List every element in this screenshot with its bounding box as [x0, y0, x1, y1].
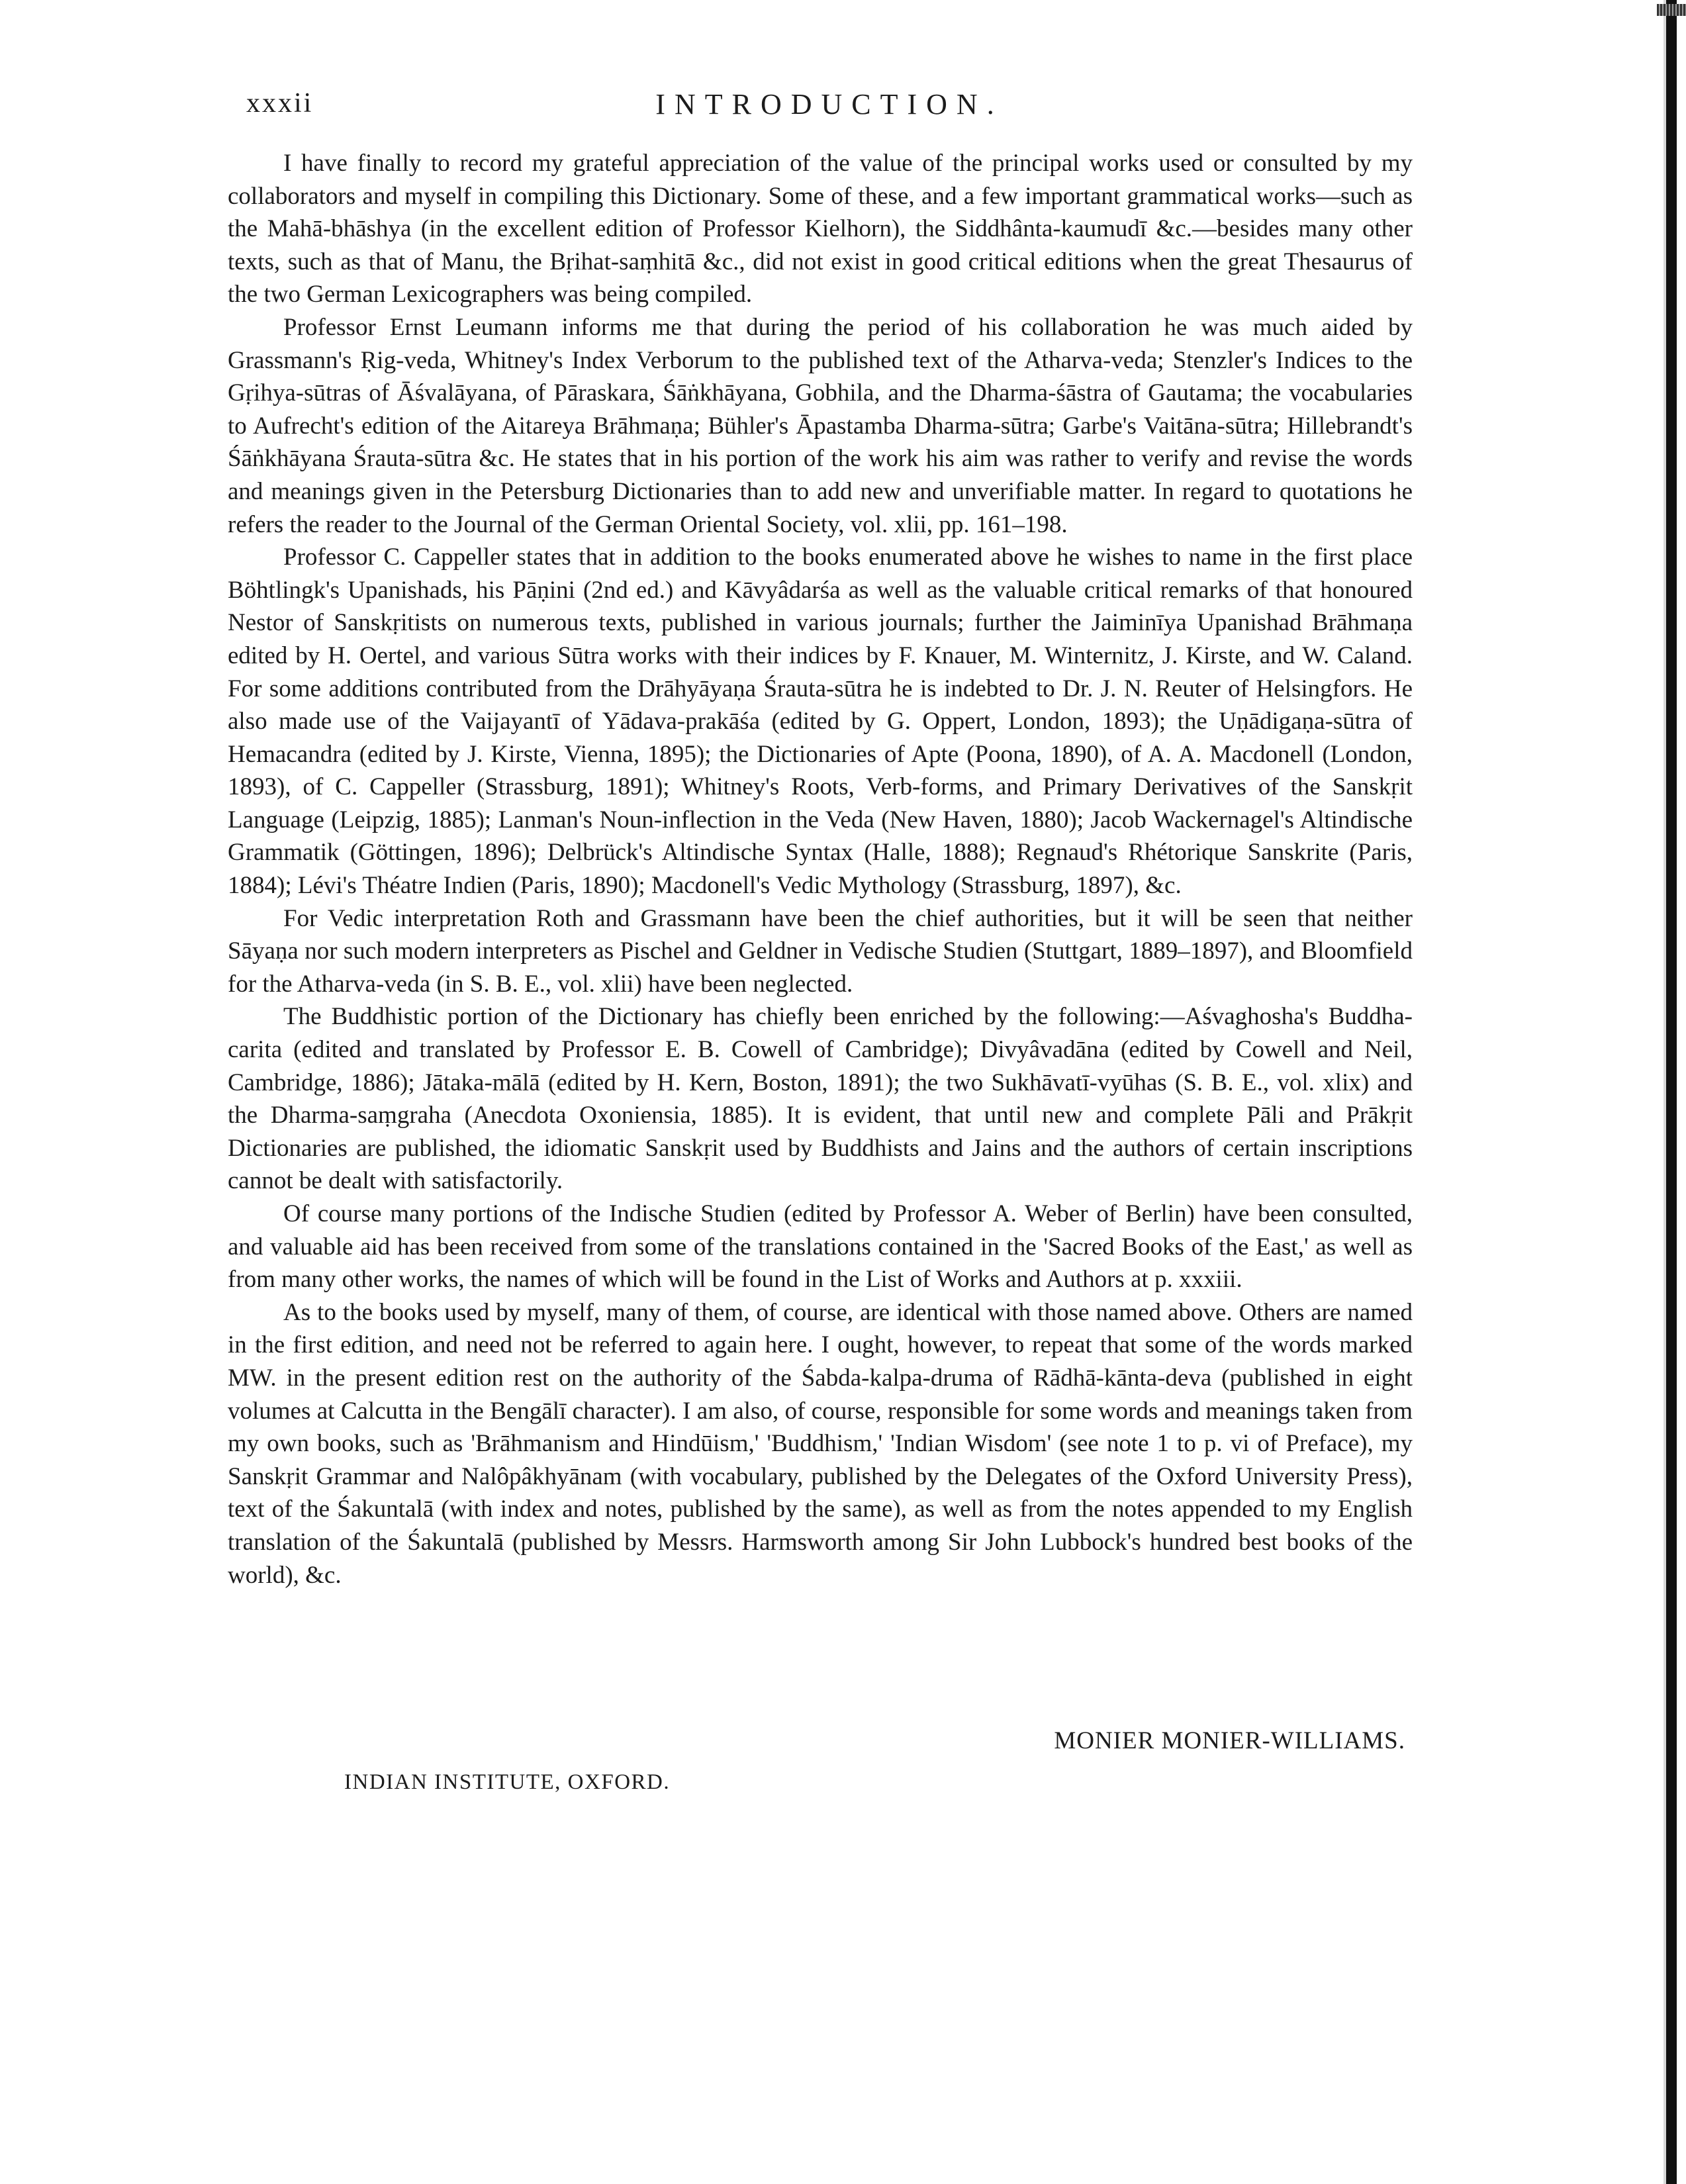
page-number: xxxii	[246, 88, 314, 119]
author-signature: MONIER MONIER-WILLIAMS.	[1054, 1727, 1405, 1754]
running-head	[246, 87, 1413, 127]
paragraph-cappeller: Professor C. Cappeller states that in addition to the books enumerated above he wishes to name in the first place Böhtlingk's Upanishads, his Pāṇini (2nd ed.) and Kāvyâdarśa as well as the valuable critical remarks of that honoured Nestor of Sanskṛitists on numerous texts, published in various journals; further the Jaiminīya Upanishad Brāhmaṇa edited by H. Oertel, and various Sūtra works with their indices by F. Knauer, M. Winternitz, J. Kirste, and W. Caland. For some additions contributed from the Drāhyāyaṇa Śrauta-sūtra he is indebted to Dr. J. N. Reuter of Helsingfors. He also made use of the Vaijayantī of Yādava-prakāśa (edited by G. Oppert, London, 1893); the Uṇādigaṇa-sūtra of Hemacandra (edited by J. Kirste, Vienna, 1895); the Dictionaries of Apte (Poona, 1890), of A. A. Macdonell (London, 1893), of C. Cappeller (Strassburg, 1891); Whitney's Roots, Verb-forms, and Primary Derivatives of the Sanskṛit Language (Leipzig, 1885); Lanman's Noun-inflection in the Veda (New Haven, 1880); Jacob Wackernagel's Altindische Grammatik (Göttingen, 1896); Delbrück's Altindische Syntax (Halle, 1888); Regnaud's Rhétorique Sanskrite (Paris, 1884); Lévi's Théatre Indien (Paris, 1890); Macdonell's Vedic Mythology (Strassburg, 1897), &c.	[228, 544, 1413, 900]
section-title: INTRODUCTION.	[655, 88, 1004, 120]
paragraph-buddhistic: The Buddhistic portion of the Dictionary has chiefly been enriched by the following:—Aśvaghosha's Buddha-carita (edited and translated by Professor E. B. Cowell of Cambridge); Divyâvadāna (edited by Cowell and Neil, Cambridge, 1886); Jātaka-mālā (edited by H. Kern, Boston, 1891); the two Sukhāvatī-vyūhas (S. B. E., vol. xlix) and the Dharma-saṃgraha (Anecdota Oxoniensia, 1885). It is evident, that until new and complete Pāli and Prākṛit Dictionaries are published, the idiomatic Sanskṛit used by Buddhists and Jains and the authors of certain inscriptions cannot be dealt with satisfactorily.	[228, 1003, 1413, 1195]
scan-mark	[1657, 4, 1686, 16]
paragraph-appreciation: I have finally to record my grateful appreciation of the value of the principal works used or consulted by my collaborators and myself in compiling this Dictionary. Some of these, and a few important grammatical works—such as the Mahā-bhāshya (in the excellent edition of Professor Kielhorn), the Siddhânta-kaumudī &c.—besides many other texts, such as that of Manu, the Bṛihat-saṃhitā &c., did not exist in good critical editions when the great Thesaurus of the two German Lexicographers was being compiled.	[228, 150, 1413, 309]
paragraph-own-books: As to the books used by myself, many of them, of course, are identical with those named above. Others are named in the first edition, and need not be referred to again here. I ought, however, to repeat that some of the words marked MW. in the present edition rest on the authority of the Śabda-kalpa-druma of Rādhā-kānta-deva (published in eight volumes at Calcutta in the Bengālī character). I am also, of course, responsible for some words and meanings taken from my own books, such as 'Brāhmanism and Hindūism,' 'Buddhism,' 'Indian Wisdom' (see note 1 to p. vi of Preface), my Sanskṛit Grammar and Nalôpâkhyānam (with vocabulary, published by the Delegates of the Oxford University Press), text of the Śakuntalā (with index and notes, published by the same), as well as from the notes appended to my English translation of the Śakuntalā (published by Messrs. Harmsworth among Sir John Lubbock's hundred best books of the world), &c.	[228, 1298, 1413, 1589]
body-text	[228, 147, 1413, 1591]
paragraph-indische-studien: Of course many portions of the Indische Studien (edited by Professor A. Weber of Berlin) have been consulted, and valuable aid has been received from some of the translations contained in the 'Sacred Books of the East,' as well as from many other works, the names of which will be found in the List of Works and Authors at p. xxxiii.	[228, 1200, 1413, 1294]
place-line: INDIAN INSTITUTE, OXFORD.	[344, 1770, 671, 1794]
paragraph-leumann: Professor Ernst Leumann informs me that during the period of his collaboration he was much aided by Grassmann's Ṛig-veda, Whitney's Index Verborum to the published text of the Atharva-veda; Stenzler's Indices to the Gṛihya-sūtras of Āśvalāyana, of Pāraskara, Śāṅkhāyana, Gobhila, and the Dharma-śāstra of Gautama; the vocabularies to Aufrecht's edition of the Aitareya Brāhmaṇa; Bühler's Āpastamba Dharma-sūtra; Garbe's Vaitāna-sūtra; Hillebrandt's Śāṅkhāyana Śrauta-sūtra &c. He states that in his portion of the work his aim was rather to verify and revise the words and meanings given in the Petersburg Dictionaries than to add new and unverifiable matter. In regard to quotations he refers the reader to the Journal of the German Oriental Society, vol. xlii, pp. 161–198.	[228, 313, 1413, 538]
scan-edge	[1666, 0, 1677, 2184]
paragraph-vedic: For Vedic interpretation Roth and Grassmann have been the chief authorities, but it will be seen that neither Sāyaṇa nor such modern interpreters as Pischel and Geldner in Vedische Studien (Stuttgart, 1889–1897), and Bloomfield for the Atharva-veda (in S. B. E., vol. xlii) have been neglected.	[228, 904, 1413, 998]
